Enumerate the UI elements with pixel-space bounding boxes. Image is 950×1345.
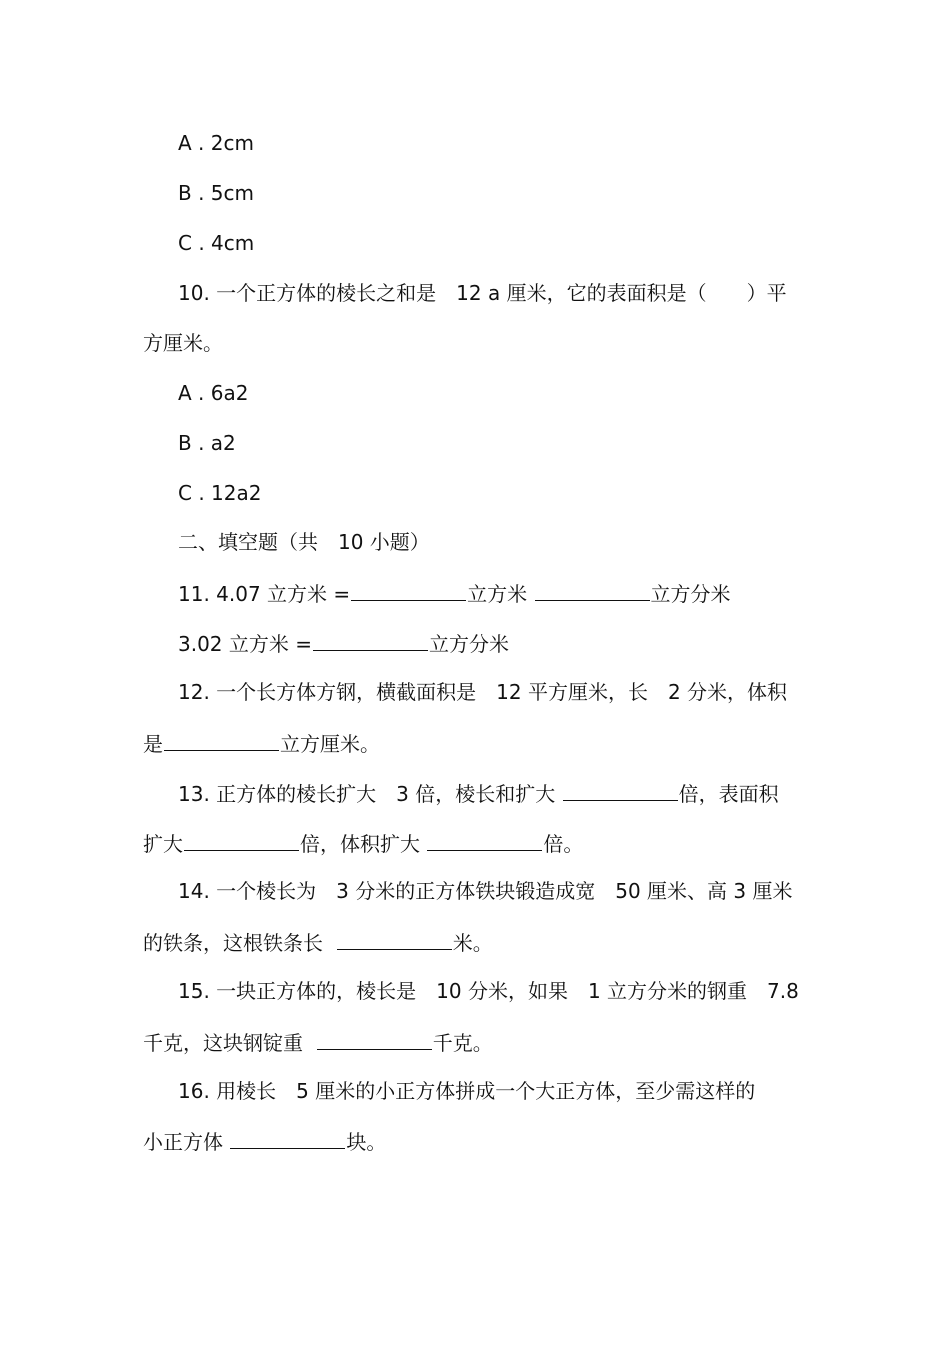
q11-line2 [178, 630, 509, 656]
q14-text-a: 的铁条，这根铁条长 [143, 931, 323, 955]
q15-text-b: 千克。 [432, 1031, 493, 1055]
answer-blank[interactable] [427, 830, 542, 851]
q15-line2 [143, 1029, 493, 1055]
q9-option-c: C . 4cm [178, 231, 255, 255]
q13-text-e: 倍。 [543, 832, 584, 856]
q15-line1: 15. 一块正方体的，棱长是 10 分米，如果 1 立方分米的钢重 7.8 [178, 979, 799, 1003]
q15-text-a: 千克，这块钢锭重 [143, 1031, 303, 1055]
q13-line1 [178, 780, 779, 806]
answer-blank[interactable] [351, 580, 466, 601]
q10-option-a: A . 6a2 [178, 381, 249, 405]
q10-option-c: C . 12a2 [178, 481, 262, 505]
q11-text-c: 立方分米 [650, 582, 731, 606]
section-heading: 二、填空题（共 10 小题） [178, 530, 430, 554]
q13-text-b: 倍，表面积 [678, 782, 779, 806]
q14-line1: 14. 一个棱长为 3 分米的正方体铁块锻造成宽 50 厘米、高 3 厘米 [178, 879, 793, 903]
q14-line2 [143, 929, 493, 955]
q10-option-b: B . a2 [178, 431, 236, 455]
q16-text-a: 小正方体 [143, 1130, 223, 1154]
q16-line2 [143, 1128, 386, 1154]
answer-blank[interactable] [337, 929, 452, 950]
q13-text-d: 倍，体积扩大 [300, 832, 420, 856]
q9-option-a: A . 2cm [178, 131, 254, 155]
q11-text-e: 立方分米 [429, 632, 510, 656]
q14-text-b: 米。 [452, 931, 493, 955]
q12-line1: 12. 一个长方体方钢，横截面积是 12 平方厘米，长 2 分米，体积 [178, 680, 788, 704]
answer-blank[interactable] [317, 1029, 432, 1050]
q16-line1: 16. 用棱长 5 厘米的小正方体拼成一个大正方体，至少需这样的 [178, 1079, 756, 1103]
q13-text-a: 13. 正方体的棱长扩大 3 倍，棱长和扩大 [178, 782, 556, 806]
answer-blank[interactable] [563, 780, 678, 801]
answer-blank[interactable] [164, 730, 279, 751]
q13-text-c: 扩大 [143, 832, 183, 856]
q12-text-a: 是 [143, 732, 163, 756]
q12-line2 [143, 730, 380, 756]
q11-text-d: 3.02 立方米 = [178, 632, 313, 656]
answer-blank[interactable] [184, 830, 299, 851]
q16-text-b: 块。 [346, 1130, 387, 1154]
q11-text-a: 11. 4.07 立方米 = [178, 582, 351, 606]
q10-stem-line2: 方厘米。 [143, 331, 223, 355]
q11-text-b: 立方米 [467, 582, 528, 606]
q9-option-b: B . 5cm [178, 181, 254, 205]
answer-blank[interactable] [230, 1128, 345, 1149]
answer-blank[interactable] [535, 580, 650, 601]
q10-stem-line1: 10. 一个正方体的棱长之和是 12 a 厘米，它的表面积是（ ）平 [178, 281, 787, 305]
q11-line1 [178, 580, 731, 606]
answer-blank[interactable] [313, 630, 428, 651]
q13-line2 [143, 830, 583, 856]
q12-text-b: 立方厘米。 [280, 732, 380, 756]
